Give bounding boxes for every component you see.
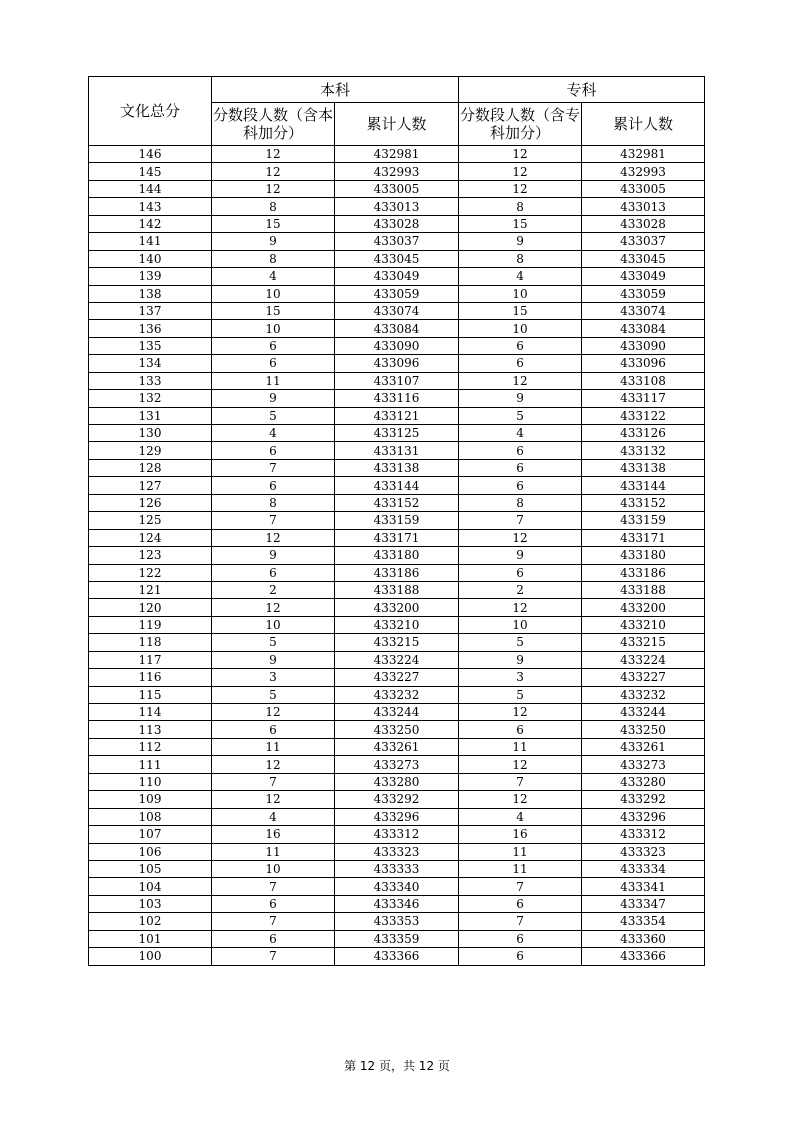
cell-benke-cumulative: 432993 <box>335 163 459 180</box>
cell-zhuanke-cumulative: 433013 <box>582 198 705 215</box>
cell-score: 129 <box>89 442 212 459</box>
cell-benke-segment: 7 <box>212 913 335 930</box>
cell-benke-segment: 9 <box>212 233 335 250</box>
cell-zhuanke-cumulative: 433144 <box>582 477 705 494</box>
cell-benke-cumulative: 433340 <box>335 878 459 895</box>
cell-zhuanke-cumulative: 433354 <box>582 913 705 930</box>
cell-zhuanke-segment: 6 <box>459 721 582 738</box>
cell-score: 128 <box>89 459 212 476</box>
cell-score: 141 <box>89 233 212 250</box>
cell-zhuanke-cumulative: 433117 <box>582 390 705 407</box>
cell-score: 143 <box>89 198 212 215</box>
cell-zhuanke-cumulative: 433096 <box>582 355 705 372</box>
cell-score: 138 <box>89 285 212 302</box>
table-row <box>89 285 705 302</box>
table-row <box>89 250 705 267</box>
cell-zhuanke-cumulative: 433186 <box>582 564 705 581</box>
cell-zhuanke-cumulative: 433132 <box>582 442 705 459</box>
table-row <box>89 268 705 285</box>
cell-zhuanke-cumulative: 433180 <box>582 547 705 564</box>
header-score: 文化总分 <box>89 77 212 146</box>
cell-zhuanke-segment: 12 <box>459 599 582 616</box>
cell-benke-segment: 10 <box>212 860 335 877</box>
cell-zhuanke-segment: 7 <box>459 878 582 895</box>
cell-benke-segment: 3 <box>212 669 335 686</box>
cell-benke-segment: 12 <box>212 599 335 616</box>
cell-benke-segment: 15 <box>212 302 335 319</box>
table-row <box>89 878 705 895</box>
table-row <box>89 651 705 668</box>
table-row <box>89 372 705 389</box>
cell-benke-segment: 15 <box>212 215 335 232</box>
table-row <box>89 494 705 511</box>
table-row <box>89 826 705 843</box>
cell-benke-segment: 5 <box>212 407 335 424</box>
cell-zhuanke-cumulative: 433224 <box>582 651 705 668</box>
cell-score: 118 <box>89 634 212 651</box>
cell-zhuanke-cumulative: 433108 <box>582 372 705 389</box>
cell-zhuanke-segment: 15 <box>459 302 582 319</box>
table-row <box>89 581 705 598</box>
cell-zhuanke-cumulative: 433059 <box>582 285 705 302</box>
cell-benke-cumulative: 433090 <box>335 337 459 354</box>
cell-benke-segment: 12 <box>212 704 335 721</box>
cell-zhuanke-segment: 6 <box>459 355 582 372</box>
cell-score: 115 <box>89 686 212 703</box>
cell-benke-segment: 4 <box>212 425 335 442</box>
cell-score: 105 <box>89 860 212 877</box>
score-distribution-table <box>88 76 705 966</box>
cell-zhuanke-cumulative: 433210 <box>582 616 705 633</box>
cell-score: 130 <box>89 425 212 442</box>
cell-zhuanke-segment: 16 <box>459 826 582 843</box>
header-row-groups <box>89 77 705 103</box>
cell-benke-cumulative: 433280 <box>335 773 459 790</box>
cell-benke-segment: 11 <box>212 738 335 755</box>
cell-benke-cumulative: 433200 <box>335 599 459 616</box>
cell-benke-cumulative: 433333 <box>335 860 459 877</box>
cell-zhuanke-cumulative: 433292 <box>582 791 705 808</box>
cell-zhuanke-segment: 11 <box>459 843 582 860</box>
table-row <box>89 808 705 825</box>
cell-benke-segment: 6 <box>212 930 335 947</box>
table-row <box>89 390 705 407</box>
cell-score: 121 <box>89 581 212 598</box>
cell-benke-segment: 12 <box>212 756 335 773</box>
cell-score: 107 <box>89 826 212 843</box>
table-row <box>89 616 705 633</box>
cell-zhuanke-segment: 5 <box>459 686 582 703</box>
cell-benke-segment: 12 <box>212 791 335 808</box>
header-benke: 本科 <box>212 77 459 103</box>
cell-zhuanke-segment: 7 <box>459 512 582 529</box>
cell-score: 131 <box>89 407 212 424</box>
cell-zhuanke-cumulative: 433159 <box>582 512 705 529</box>
cell-zhuanke-cumulative: 433360 <box>582 930 705 947</box>
cell-zhuanke-segment: 9 <box>459 233 582 250</box>
cell-score: 145 <box>89 163 212 180</box>
cell-zhuanke-segment: 12 <box>459 163 582 180</box>
cell-benke-cumulative: 433312 <box>335 826 459 843</box>
cell-zhuanke-segment: 12 <box>459 529 582 546</box>
cell-zhuanke-segment: 6 <box>459 948 582 965</box>
cell-benke-cumulative: 433096 <box>335 355 459 372</box>
cell-zhuanke-cumulative: 433049 <box>582 268 705 285</box>
cell-zhuanke-segment: 4 <box>459 808 582 825</box>
cell-zhuanke-cumulative: 433005 <box>582 180 705 197</box>
cell-benke-segment: 12 <box>212 146 335 163</box>
cell-benke-cumulative: 433261 <box>335 738 459 755</box>
cell-zhuanke-cumulative: 433122 <box>582 407 705 424</box>
cell-zhuanke-cumulative: 433028 <box>582 215 705 232</box>
cell-zhuanke-segment: 2 <box>459 581 582 598</box>
table-row <box>89 512 705 529</box>
cell-score: 114 <box>89 704 212 721</box>
cell-benke-segment: 10 <box>212 616 335 633</box>
cell-score: 134 <box>89 355 212 372</box>
cell-zhuanke-cumulative: 432993 <box>582 163 705 180</box>
cell-score: 125 <box>89 512 212 529</box>
table-row <box>89 843 705 860</box>
header-zhuanke-cumulative: 累计人数 <box>582 103 705 146</box>
cell-zhuanke-segment: 4 <box>459 425 582 442</box>
cell-score: 146 <box>89 146 212 163</box>
table-row <box>89 198 705 215</box>
cell-zhuanke-segment: 8 <box>459 250 582 267</box>
cell-benke-cumulative: 433210 <box>335 616 459 633</box>
table-row <box>89 791 705 808</box>
cell-score: 135 <box>89 337 212 354</box>
cell-benke-cumulative: 433138 <box>335 459 459 476</box>
cell-zhuanke-cumulative: 433227 <box>582 669 705 686</box>
cell-score: 120 <box>89 599 212 616</box>
cell-score: 140 <box>89 250 212 267</box>
table-row <box>89 704 705 721</box>
cell-zhuanke-segment: 6 <box>459 442 582 459</box>
table-row <box>89 407 705 424</box>
cell-zhuanke-segment: 6 <box>459 564 582 581</box>
cell-benke-segment: 7 <box>212 512 335 529</box>
cell-benke-cumulative: 433346 <box>335 895 459 912</box>
cell-zhuanke-segment: 12 <box>459 791 582 808</box>
cell-zhuanke-segment: 7 <box>459 773 582 790</box>
cell-zhuanke-segment: 5 <box>459 407 582 424</box>
cell-zhuanke-segment: 12 <box>459 704 582 721</box>
cell-zhuanke-segment: 10 <box>459 285 582 302</box>
cell-benke-segment: 8 <box>212 198 335 215</box>
cell-score: 126 <box>89 494 212 511</box>
table-row <box>89 547 705 564</box>
cell-zhuanke-cumulative: 433334 <box>582 860 705 877</box>
cell-zhuanke-cumulative: 433084 <box>582 320 705 337</box>
cell-benke-segment: 6 <box>212 477 335 494</box>
cell-zhuanke-cumulative: 433215 <box>582 634 705 651</box>
table-row <box>89 599 705 616</box>
cell-benke-cumulative: 433045 <box>335 250 459 267</box>
cell-benke-cumulative: 433152 <box>335 494 459 511</box>
table-row <box>89 564 705 581</box>
cell-zhuanke-segment: 6 <box>459 459 582 476</box>
table-row <box>89 913 705 930</box>
table-row <box>89 337 705 354</box>
cell-benke-cumulative: 433131 <box>335 442 459 459</box>
cell-benke-segment: 8 <box>212 494 335 511</box>
cell-zhuanke-cumulative: 433312 <box>582 826 705 843</box>
cell-zhuanke-segment: 8 <box>459 198 582 215</box>
cell-benke-cumulative: 433323 <box>335 843 459 860</box>
page-footer: 第 12 页，共 12 页 <box>344 1059 450 1073</box>
cell-zhuanke-cumulative: 433347 <box>582 895 705 912</box>
table-row <box>89 529 705 546</box>
cell-benke-segment: 7 <box>212 773 335 790</box>
cell-score: 103 <box>89 895 212 912</box>
table-row <box>89 738 705 755</box>
cell-benke-cumulative: 433353 <box>335 913 459 930</box>
cell-score: 124 <box>89 529 212 546</box>
cell-score: 108 <box>89 808 212 825</box>
cell-benke-cumulative: 433224 <box>335 651 459 668</box>
cell-benke-segment: 11 <box>212 843 335 860</box>
table-row <box>89 425 705 442</box>
cell-benke-cumulative: 433084 <box>335 320 459 337</box>
cell-score: 113 <box>89 721 212 738</box>
cell-benke-segment: 16 <box>212 826 335 843</box>
cell-benke-cumulative: 433244 <box>335 704 459 721</box>
cell-benke-segment: 6 <box>212 442 335 459</box>
cell-benke-segment: 6 <box>212 355 335 372</box>
table-body <box>89 146 705 966</box>
cell-score: 104 <box>89 878 212 895</box>
cell-zhuanke-segment: 9 <box>459 390 582 407</box>
cell-zhuanke-cumulative: 433037 <box>582 233 705 250</box>
cell-zhuanke-segment: 12 <box>459 180 582 197</box>
cell-benke-segment: 4 <box>212 268 335 285</box>
cell-benke-cumulative: 433159 <box>335 512 459 529</box>
cell-zhuanke-segment: 8 <box>459 494 582 511</box>
table-row <box>89 756 705 773</box>
cell-benke-cumulative: 433005 <box>335 180 459 197</box>
table-row <box>89 146 705 163</box>
cell-benke-cumulative: 433125 <box>335 425 459 442</box>
cell-zhuanke-cumulative: 433171 <box>582 529 705 546</box>
cell-benke-segment: 5 <box>212 686 335 703</box>
cell-benke-segment: 12 <box>212 180 335 197</box>
table-row <box>89 163 705 180</box>
table-row <box>89 773 705 790</box>
cell-benke-segment: 4 <box>212 808 335 825</box>
cell-score: 117 <box>89 651 212 668</box>
header-zhuanke: 专科 <box>459 77 705 103</box>
cell-benke-segment: 12 <box>212 529 335 546</box>
cell-benke-cumulative: 433121 <box>335 407 459 424</box>
cell-zhuanke-segment: 10 <box>459 320 582 337</box>
cell-score: 116 <box>89 669 212 686</box>
cell-zhuanke-cumulative: 433200 <box>582 599 705 616</box>
cell-benke-segment: 10 <box>212 320 335 337</box>
cell-benke-cumulative: 433049 <box>335 268 459 285</box>
cell-zhuanke-cumulative: 433366 <box>582 948 705 965</box>
cell-benke-cumulative: 433171 <box>335 529 459 546</box>
cell-zhuanke-cumulative: 433250 <box>582 721 705 738</box>
cell-score: 101 <box>89 930 212 947</box>
cell-benke-cumulative: 433028 <box>335 215 459 232</box>
cell-zhuanke-cumulative: 433232 <box>582 686 705 703</box>
cell-benke-segment: 6 <box>212 564 335 581</box>
cell-benke-cumulative: 433107 <box>335 372 459 389</box>
table-row <box>89 686 705 703</box>
cell-score: 102 <box>89 913 212 930</box>
table-row <box>89 233 705 250</box>
cell-benke-segment: 7 <box>212 878 335 895</box>
cell-benke-cumulative: 433232 <box>335 686 459 703</box>
cell-score: 111 <box>89 756 212 773</box>
cell-zhuanke-cumulative: 433126 <box>582 425 705 442</box>
cell-zhuanke-segment: 6 <box>459 895 582 912</box>
cell-zhuanke-cumulative: 433244 <box>582 704 705 721</box>
cell-zhuanke-cumulative: 433323 <box>582 843 705 860</box>
cell-zhuanke-segment: 6 <box>459 337 582 354</box>
cell-benke-cumulative: 433292 <box>335 791 459 808</box>
cell-zhuanke-segment: 6 <box>459 930 582 947</box>
cell-score: 122 <box>89 564 212 581</box>
cell-benke-segment: 7 <box>212 948 335 965</box>
table-row <box>89 355 705 372</box>
cell-benke-cumulative: 433116 <box>335 390 459 407</box>
table-row <box>89 721 705 738</box>
table-row <box>89 459 705 476</box>
cell-benke-segment: 7 <box>212 459 335 476</box>
cell-zhuanke-segment: 5 <box>459 634 582 651</box>
cell-benke-cumulative: 433273 <box>335 756 459 773</box>
cell-score: 144 <box>89 180 212 197</box>
cell-benke-cumulative: 433188 <box>335 581 459 598</box>
table-row <box>89 948 705 965</box>
cell-score: 137 <box>89 302 212 319</box>
cell-benke-segment: 11 <box>212 372 335 389</box>
header-zhuanke-segment: 分数段人数（含专科加分） <box>459 103 582 146</box>
cell-zhuanke-segment: 15 <box>459 215 582 232</box>
cell-score: 119 <box>89 616 212 633</box>
cell-zhuanke-cumulative: 433273 <box>582 756 705 773</box>
cell-score: 123 <box>89 547 212 564</box>
cell-benke-cumulative: 433037 <box>335 233 459 250</box>
cell-benke-cumulative: 433013 <box>335 198 459 215</box>
cell-score: 112 <box>89 738 212 755</box>
cell-benke-cumulative: 433215 <box>335 634 459 651</box>
table-row <box>89 895 705 912</box>
cell-benke-segment: 8 <box>212 250 335 267</box>
cell-zhuanke-segment: 10 <box>459 616 582 633</box>
cell-zhuanke-segment: 4 <box>459 268 582 285</box>
cell-zhuanke-segment: 6 <box>459 477 582 494</box>
cell-benke-segment: 10 <box>212 285 335 302</box>
cell-zhuanke-cumulative: 433090 <box>582 337 705 354</box>
cell-benke-cumulative: 433074 <box>335 302 459 319</box>
header-benke-segment: 分数段人数（含本科加分） <box>212 103 335 146</box>
cell-score: 136 <box>89 320 212 337</box>
cell-benke-segment: 6 <box>212 337 335 354</box>
cell-zhuanke-cumulative: 433261 <box>582 738 705 755</box>
cell-benke-cumulative: 433186 <box>335 564 459 581</box>
cell-benke-segment: 12 <box>212 163 335 180</box>
cell-score: 142 <box>89 215 212 232</box>
cell-benke-cumulative: 433227 <box>335 669 459 686</box>
cell-zhuanke-segment: 3 <box>459 669 582 686</box>
cell-score: 110 <box>89 773 212 790</box>
cell-zhuanke-cumulative: 433188 <box>582 581 705 598</box>
cell-benke-cumulative: 433366 <box>335 948 459 965</box>
table-row <box>89 860 705 877</box>
header-benke-cumulative: 累计人数 <box>335 103 459 146</box>
table-row <box>89 442 705 459</box>
cell-benke-cumulative: 432981 <box>335 146 459 163</box>
table-row <box>89 930 705 947</box>
table-row <box>89 302 705 319</box>
cell-zhuanke-cumulative: 433296 <box>582 808 705 825</box>
cell-zhuanke-cumulative: 433280 <box>582 773 705 790</box>
cell-zhuanke-segment: 9 <box>459 547 582 564</box>
cell-zhuanke-cumulative: 433341 <box>582 878 705 895</box>
table-row <box>89 180 705 197</box>
cell-zhuanke-segment: 12 <box>459 372 582 389</box>
cell-benke-segment: 9 <box>212 547 335 564</box>
cell-benke-cumulative: 433059 <box>335 285 459 302</box>
cell-zhuanke-segment: 7 <box>459 913 582 930</box>
cell-score: 106 <box>89 843 212 860</box>
cell-benke-cumulative: 433296 <box>335 808 459 825</box>
cell-score: 109 <box>89 791 212 808</box>
cell-benke-segment: 5 <box>212 634 335 651</box>
table-row <box>89 320 705 337</box>
cell-benke-segment: 6 <box>212 721 335 738</box>
cell-benke-cumulative: 433250 <box>335 721 459 738</box>
cell-zhuanke-segment: 12 <box>459 146 582 163</box>
table-row <box>89 634 705 651</box>
cell-zhuanke-segment: 12 <box>459 756 582 773</box>
cell-score: 100 <box>89 948 212 965</box>
table-row <box>89 477 705 494</box>
cell-zhuanke-cumulative: 433045 <box>582 250 705 267</box>
table-row <box>89 669 705 686</box>
cell-score: 132 <box>89 390 212 407</box>
cell-benke-segment: 9 <box>212 390 335 407</box>
cell-benke-cumulative: 433180 <box>335 547 459 564</box>
cell-zhuanke-cumulative: 433138 <box>582 459 705 476</box>
cell-zhuanke-cumulative: 432981 <box>582 146 705 163</box>
cell-benke-cumulative: 433144 <box>335 477 459 494</box>
cell-zhuanke-segment: 9 <box>459 651 582 668</box>
cell-benke-segment: 6 <box>212 895 335 912</box>
table-row <box>89 215 705 232</box>
cell-zhuanke-cumulative: 433074 <box>582 302 705 319</box>
cell-benke-segment: 9 <box>212 651 335 668</box>
cell-zhuanke-segment: 11 <box>459 860 582 877</box>
cell-zhuanke-cumulative: 433152 <box>582 494 705 511</box>
cell-score: 139 <box>89 268 212 285</box>
cell-zhuanke-segment: 11 <box>459 738 582 755</box>
cell-benke-cumulative: 433359 <box>335 930 459 947</box>
cell-benke-segment: 2 <box>212 581 335 598</box>
cell-score: 133 <box>89 372 212 389</box>
cell-score: 127 <box>89 477 212 494</box>
